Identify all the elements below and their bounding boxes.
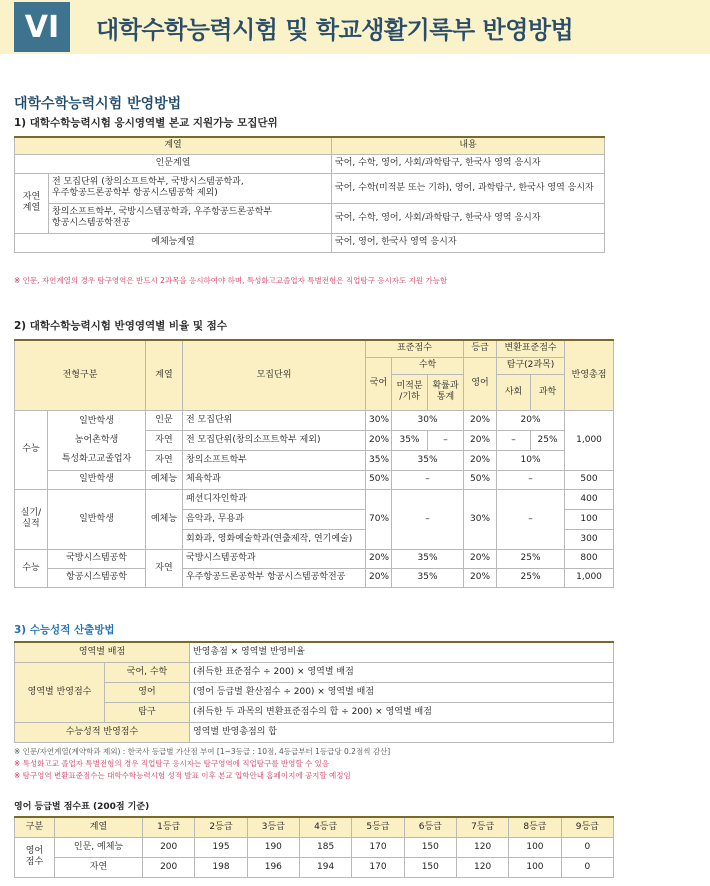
s2-head-grade: 등급 <box>464 340 497 357</box>
s2-track: 예체능 <box>146 470 183 489</box>
s2-head-std: 표준점수 <box>366 340 464 357</box>
s2-unit: 패션디자인학과 <box>183 489 366 509</box>
s2-sub: 일반학생 <box>48 470 146 489</box>
s2-sub: 항공시스템공학 <box>48 568 146 587</box>
s2-track: 자연 <box>146 450 183 470</box>
s2-eng: 20% <box>464 410 497 430</box>
s2-kor: 50% <box>366 470 392 489</box>
s2-total: 1,000 <box>565 568 614 587</box>
s3-note: ※ 인문/자연계열(계약학과 제외) : 한국사 등급별 가산점 부여 [1~3등급 : 10점, 4등급부터 1등급당 0.2점씩 감산] <box>14 747 391 756</box>
s4-val: 0 <box>561 857 613 877</box>
s1-cell: 창의소프트학부, 국방시스템공학과, 우주항공드론공학부 항공시스템공학전공 <box>49 203 332 233</box>
s2-total: 100 <box>565 509 614 529</box>
s3-value: (취득한 두 과목의 변환표준점수의 합 ÷ 200) × 영역별 배점 <box>190 702 614 722</box>
s2-kor: 30% <box>366 410 392 430</box>
s4-val: 150 <box>404 837 456 857</box>
s2-kor: 20% <box>366 549 392 568</box>
s2-type: 실기/ 실적 <box>15 489 48 549</box>
s4-val: 100 <box>509 857 561 877</box>
s2-title: 2) 대학수학능력시험 반영영역별 비율 및 점수 <box>14 320 227 332</box>
s2-head-track: 계열 <box>146 340 183 410</box>
s2-inq: 25% <box>497 549 565 568</box>
table-row <box>15 837 614 857</box>
table-row <box>15 173 605 203</box>
s2-unit: 국방시스템공학과 <box>183 549 366 568</box>
s4-head: 1등급 <box>143 817 195 837</box>
s2-eng: 30% <box>464 489 497 549</box>
s2-track: 예체능 <box>146 489 183 549</box>
s2-prob: – <box>428 430 464 450</box>
s2-eng: 20% <box>464 568 497 587</box>
s2-unit: 전 모집단위(창의소프트학부 제외) <box>183 430 366 450</box>
s2-unit: 체육학과 <box>183 470 366 489</box>
s3-label: 영역별 배점 <box>15 642 190 662</box>
s2-total: 800 <box>565 549 614 568</box>
s1-title: 1) 대학수학능력시험 응시영역별 본교 지원가능 모집단위 <box>14 117 278 129</box>
s2-head-eng: 영어 <box>464 357 497 410</box>
s3-value: (취득한 표준점수 ÷ 200) × 영역별 배점 <box>190 662 614 682</box>
s3-label: 국어, 수학 <box>105 662 190 682</box>
s2-type: 수능 <box>15 410 48 489</box>
s1-cell: 국어, 영어, 한국사 영역 응시자 <box>332 233 605 252</box>
s2-inq: – <box>497 489 565 549</box>
table-row <box>15 568 614 587</box>
s4-val: 200 <box>143 837 195 857</box>
s4-val: 150 <box>404 857 456 877</box>
s2-eng: 20% <box>464 450 497 470</box>
s2-calc: 35% <box>392 430 428 450</box>
s2-sub: 국방시스템공학 <box>48 549 146 568</box>
s3-label: 탐구 <box>105 702 190 722</box>
s3-title: 3) 수능성적 산출방법 <box>14 624 115 636</box>
s2-unit: 전 모집단위 <box>183 410 366 430</box>
s4-track: 자연 <box>55 857 143 877</box>
s2-eng: 20% <box>464 549 497 568</box>
s4-val: 0 <box>561 837 613 857</box>
s2-kor: 35% <box>366 450 392 470</box>
s2-track: 자연 <box>146 549 183 587</box>
s4-val: 170 <box>352 857 404 877</box>
s2-inq: 20% <box>497 410 565 430</box>
s2-eng: 20% <box>464 430 497 450</box>
s4-head: 8등급 <box>509 817 561 837</box>
s2-total: 400 <box>565 489 614 509</box>
table-row <box>15 857 614 877</box>
s4-val: 196 <box>247 857 299 877</box>
s2-soc: – <box>497 430 531 450</box>
s2-inq: – <box>497 470 565 489</box>
s2-unit: 창의소프트학부 <box>183 450 366 470</box>
s4-head: 3등급 <box>247 817 299 837</box>
table-row <box>15 722 614 742</box>
s4-head: 계열 <box>55 817 143 837</box>
s4-group: 영어 점수 <box>15 837 55 877</box>
table-row <box>15 642 614 662</box>
section-title: 대학수학능력시험 반영방법 <box>14 96 182 112</box>
table-row <box>15 549 614 568</box>
s2-kor: 20% <box>366 430 392 450</box>
s1-cell: 국어, 수학, 영어, 사회/과학탐구, 한국사 영역 응시자 <box>332 154 605 173</box>
s2-sub: 일반학생 농어촌학생 특성화고교졸업자 <box>48 410 146 470</box>
s3-label: 수능성적 반영점수 <box>15 722 190 742</box>
s2-unit: 회화과, 영화예술학과(연출제작, 연기예술) <box>183 529 366 549</box>
page-title: 대학수학능력시험 및 학교생활기록부 반영방법 <box>96 15 574 44</box>
table-row <box>15 489 614 509</box>
s4-val: 100 <box>509 837 561 857</box>
s4-val: 120 <box>456 837 508 857</box>
s4-head: 5등급 <box>352 817 404 837</box>
s2-head-math: 수학 <box>392 357 464 374</box>
s4-track: 인문, 예체능 <box>55 837 143 857</box>
s1-cell: 예체능계열 <box>15 233 332 252</box>
s1-cell: 전 모집단위 (창의소프트학부, 국방시스템공학과, 우주항공드론공학부 항공시스템공학 제외) <box>49 173 332 203</box>
table-row <box>15 410 614 430</box>
s2-type: 수능 <box>15 549 48 587</box>
s4-head: 구분 <box>15 817 55 837</box>
s1-note: ※ 인문, 자연계열의 경우 탐구영역은 반드시 2과목을 응시하여야 하며, 특성화고교졸업자 특별전형은 직업탐구 응시자도 지원 가능함 <box>14 276 448 285</box>
s2-math: – <box>392 489 464 549</box>
s2-math: – <box>392 470 464 489</box>
table-row <box>15 682 614 702</box>
s4-val: 200 <box>143 857 195 877</box>
s1-cell: 국어, 수학, 영어, 사회/과학탐구, 한국사 영역 응시자 <box>332 203 605 233</box>
table-row <box>15 203 605 233</box>
s3-value: 영역별 반영총점의 합 <box>190 722 614 742</box>
s4-val: 194 <box>299 857 351 877</box>
s4-head: 7등급 <box>456 817 508 837</box>
s2-sub: 일반학생 <box>48 489 146 549</box>
s2-eng: 50% <box>464 470 497 489</box>
s2-track: 자연 <box>146 430 183 450</box>
s1-head-track: 계열 <box>15 137 332 154</box>
table-row <box>15 662 614 682</box>
s4-table <box>14 816 614 878</box>
table-row <box>15 233 605 252</box>
chapter-number: VI <box>14 2 70 52</box>
s3-value: 반영총점 × 영역별 반영비율 <box>190 642 614 662</box>
s1-group: 자연 계열 <box>15 173 49 233</box>
s3-table <box>14 641 614 743</box>
s4-val: 195 <box>195 837 247 857</box>
s2-inq: 25% <box>497 568 565 587</box>
s2-head-kor: 국어 <box>366 357 392 410</box>
s4-title: 영어 등급별 점수표 (200점 기준) <box>14 802 150 812</box>
s3-label: 영어 <box>105 682 190 702</box>
s4-head: 6등급 <box>404 817 456 837</box>
s2-kor: 20% <box>366 568 392 587</box>
s2-total: 500 <box>565 470 614 489</box>
s1-head-content: 내용 <box>332 137 605 154</box>
s3-value: (영어 등급별 환산점수 ÷ 200) × 영역별 배점 <box>190 682 614 702</box>
page-header <box>0 0 710 54</box>
s2-head-soc: 사회 <box>497 374 531 410</box>
s2-total: 300 <box>565 529 614 549</box>
s4-head: 9등급 <box>561 817 613 837</box>
s4-val: 190 <box>247 837 299 857</box>
s2-head-calc: 미적분 /기하 <box>392 374 428 410</box>
s2-math: 35% <box>392 549 464 568</box>
s2-math: 30% <box>392 410 464 430</box>
s2-head-conv: 변환표준점수 <box>497 340 565 357</box>
s4-head: 4등급 <box>299 817 351 837</box>
s4-val: 185 <box>299 837 351 857</box>
s2-head-inquiry: 탐구(2과목) <box>497 357 565 374</box>
s2-head-sci: 과학 <box>531 374 565 410</box>
s2-unit: 우주항공드론공학부 항공시스템공학전공 <box>183 568 366 587</box>
table-row <box>15 702 614 722</box>
s2-math: 35% <box>392 450 464 470</box>
s2-head-total: 반영총점 <box>565 340 614 410</box>
s3-notes <box>14 746 390 782</box>
table-row <box>15 470 614 489</box>
s2-inq: 10% <box>497 450 565 470</box>
s1-table <box>14 136 605 253</box>
s3-note: ※ 탐구영역 변환표준점수는 대학수학능력시험 성적 발표 이후 본교 입학안내 홈페이지에 공지할 예정임 <box>14 771 351 780</box>
s2-kor: 70% <box>366 489 392 549</box>
s1-cell: 국어, 수학(미적분 또는 기하), 영어, 과학탐구, 한국사 영역 응시자 <box>332 173 605 203</box>
s2-table <box>14 339 614 588</box>
s2-track: 인문 <box>146 410 183 430</box>
s3-note: ※ 특성화고교 졸업자 특별전형의 경우 직업탐구 응시자는 탐구영역에 직업탐구를 반영할 수 있음 <box>14 759 330 768</box>
s1-cell: 인문계열 <box>15 154 332 173</box>
s4-val: 120 <box>456 857 508 877</box>
s2-total: 1,000 <box>565 410 614 470</box>
s2-head-unit: 모집단위 <box>183 340 366 410</box>
s4-head: 2등급 <box>195 817 247 837</box>
s4-val: 198 <box>195 857 247 877</box>
s2-head-prob: 확률과 통계 <box>428 374 464 410</box>
s2-unit: 음악과, 무용과 <box>183 509 366 529</box>
s3-group: 영역별 반영점수 <box>15 662 105 722</box>
table-row <box>15 154 605 173</box>
s2-head-type: 전형구분 <box>15 340 146 410</box>
s2-sci: 25% <box>531 430 565 450</box>
s4-val: 170 <box>352 837 404 857</box>
s2-math: 35% <box>392 568 464 587</box>
